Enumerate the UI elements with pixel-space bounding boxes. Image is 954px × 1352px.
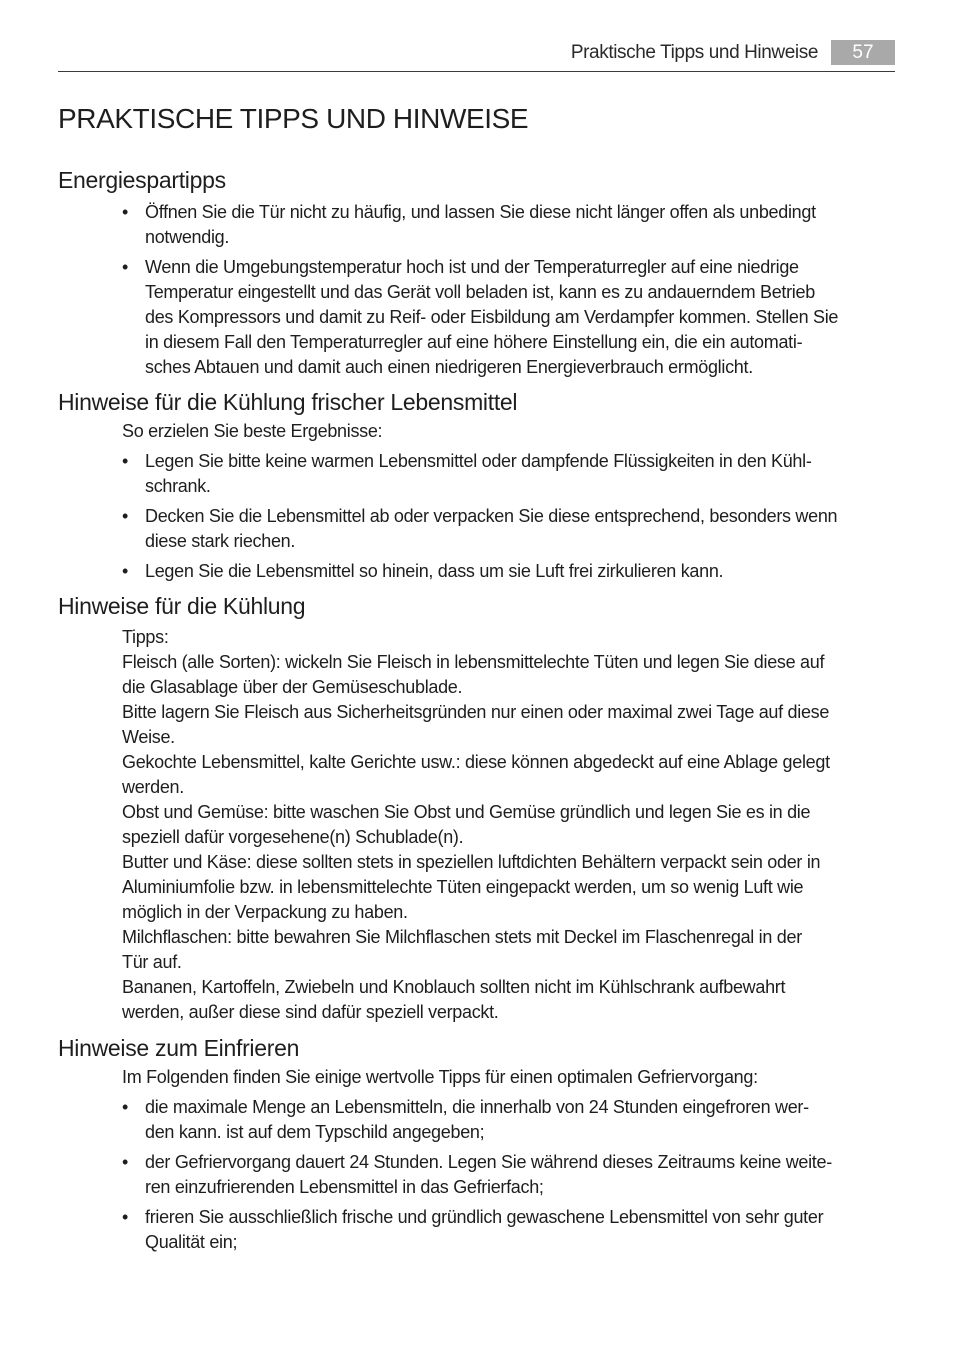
text-line: Legen Sie bitte keine warmen Lebensmittel oder dampfende Flüssigkeiten in den Kühl- [145,451,812,471]
bullet-item [0,200,894,250]
text-line: Bitte lagern Sie Fleisch aus Sicherheitsgründen nur einen oder maximal zwei Tage auf diese [122,702,830,722]
text-line: notwendig. [145,227,230,247]
page-header [58,40,895,72]
section-kuehlung [0,592,954,1025]
text-line: die maximale Menge an Lebensmitteln, die innerhalb von 24 Stunden eingefroren wer- [145,1097,809,1117]
bullet-item [0,1205,894,1255]
text-line: Gekochte Lebensmittel, kalte Gerichte usw.: diese können abgedeckt auf eine Ablage gelegt [122,752,830,772]
page-title: PRAKTISCHE TIPPS UND HINWEISE [58,103,529,134]
text-line: Legen Sie die Lebensmittel so hinein, dass um sie Luft frei zirkulieren kann. [145,561,724,581]
section-kuehlung-frischer-lebensmittel [0,388,954,584]
bullet-icon: • [122,506,129,526]
text-line: Wenn die Umgebungstemperatur hoch ist und der Temperaturregler auf eine niedrige [145,257,799,277]
bullet-item [0,1150,894,1200]
section-intro: Im Folgenden finden Sie einige wertvolle Tipps für einen optimalen Gefriervorgang: [122,1067,758,1087]
text-line: Milchflaschen: bitte bewahren Sie Milchflaschen stets mit Deckel im Flaschenregal in der [122,927,802,947]
page-number: 57 [831,40,895,65]
section-intro: So erzielen Sie beste Ergebnisse: [122,421,383,441]
bullet-icon: • [122,451,129,471]
text-line: Obst und Gemüse: bitte waschen Sie Obst und Gemüse gründlich und legen Sie es in die [122,802,811,822]
bullet-item [0,449,894,499]
text-line: Tipps: [122,627,169,647]
bullet-item [0,1095,894,1145]
text-line: werden, außer diese sind dafür speziell verpackt. [122,1002,499,1022]
section-heading: Hinweise für die Kühlung frischer Lebensmittel [58,389,518,415]
tips-paragraph [0,625,894,1025]
text-line: die Glasablage über der Gemüseschublade. [122,677,463,697]
document-content [0,160,954,1255]
text-line: den kann. ist auf dem Typschild angegeben; [145,1122,485,1142]
running-header-title: Praktische Tipps und Hinweise [570,42,818,63]
bullet-item [0,504,894,554]
bullet-icon: • [122,561,129,581]
bullet-icon: • [122,257,129,277]
text-line: Decken Sie die Lebensmittel ab oder verpacken Sie diese entsprechend, besonders wenn [145,506,838,526]
text-line: Öffnen Sie die Tür nicht zu häufig, und lassen Sie diese nicht länger offen als unbedingt [145,202,816,222]
text-line: möglich in der Verpackung zu haben. [122,902,408,922]
text-line: Weise. [122,727,175,747]
text-line: Fleisch (alle Sorten): wickeln Sie Fleisch in lebensmittelechte Tüten und legen Sie diese auf [122,652,825,672]
bullet-item [0,255,894,380]
bullet-icon: • [122,202,129,222]
bullet-icon: • [122,1207,129,1227]
text-line: der Gefriervorgang dauert 24 Stunden. Legen Sie während dieses Zeitraums keine weite- [145,1152,832,1172]
bullet-list [0,449,954,584]
text-line: Tür auf. [122,952,182,972]
text-line: schrank. [145,476,211,496]
text-line: Bananen, Kartoffeln, Zwiebeln und Knoblauch sollten nicht im Kühlschrank aufbewahrt [122,977,786,997]
bullet-item [0,559,894,584]
text-line: Temperatur eingestellt und das Gerät voll beladen ist, kann es zu andauerndem Betrieb [145,282,815,302]
text-line: in diesem Fall den Temperaturregler auf eine höhere Einstellung ein, die ein automati- [145,332,803,352]
section-heading: Hinweise zum Einfrieren [58,1035,300,1061]
bullet-list [0,1095,954,1255]
text-line: ren einzufrierenden Lebensmittel in das Gefrierfach; [145,1177,544,1197]
text-line: des Kompressors und damit zu Reif- oder Eisbildung am Verdampfer kommen. Stellen Sie [145,307,839,327]
text-line: diese stark riechen. [145,531,296,551]
text-line: werden. [122,777,184,797]
section-heading: Hinweise für die Kühlung [58,593,306,619]
text-line: Qualität ein; [145,1232,238,1252]
bullet-list [0,200,954,380]
text-line: frieren Sie ausschließlich frische und gründlich gewaschene Lebensmittel von sehr guter [145,1207,824,1227]
text-line: Butter und Käse: diese sollten stets in speziellen luftdichten Behältern verpackt sein oder in [122,852,821,872]
text-line: speziell dafür vorgesehene(n) Schublade(n). [122,827,464,847]
bullet-icon: • [122,1152,129,1172]
section-einfrieren [0,1034,954,1255]
bullet-icon: • [122,1097,129,1117]
text-line: Aluminiumfolie bzw. in lebensmittelechte Tüten eingepackt werden, um so wenig Luft wie [122,877,804,897]
text-line: sches Abtauen und damit auch einen niedrigeren Energieverbrauch ermöglicht. [145,357,753,377]
section-heading: Energiespartipps [58,167,226,193]
section-energiespartipps [0,166,954,380]
